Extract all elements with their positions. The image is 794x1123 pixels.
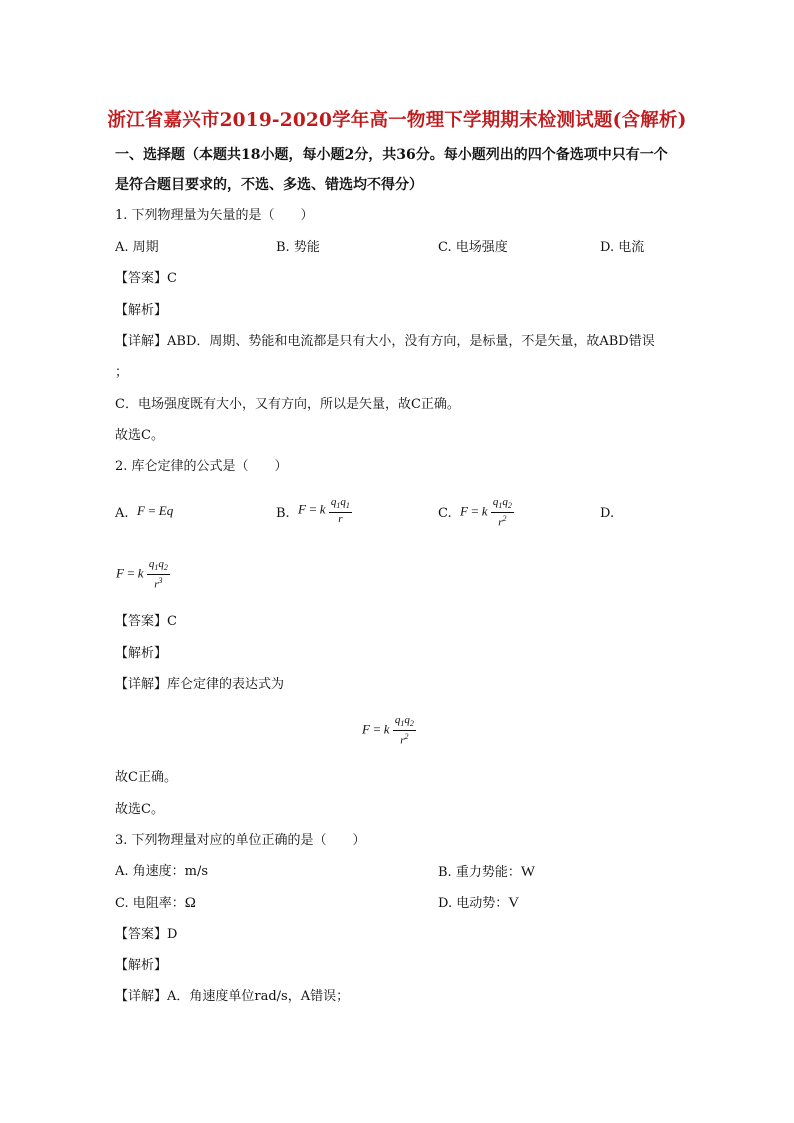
q2-answer: 【答案】C: [115, 614, 177, 629]
q2-option-c-label: C.: [438, 506, 452, 521]
section-heading-line1: 一、选择题（本题共18小题，每小题2分，共36分。每小题列出的四个备选项中只有一个: [115, 147, 668, 163]
q3-option-c: C. 电阻率：Ω: [115, 895, 196, 911]
q2-coulomb-formula: F = k $\frac{q_1q_2}{r^2}$: [362, 714, 414, 747]
q2-stem: 2. 库仑定律的公式是（ ）: [115, 459, 288, 474]
q2-correct: 故C正确。: [115, 770, 177, 785]
q1-detail-line2: C．电场强度既有大小，又有方向，所以是矢量，故C正确。: [115, 397, 460, 412]
q2-formula-b: F = k $\frac{q_1q_1}{r}$: [298, 496, 350, 526]
q1-analysis-label: 【解析】: [115, 303, 168, 318]
q2-formula-a: F = Eq: [137, 503, 174, 518]
q2-option-d-label: D.: [600, 506, 615, 521]
q3-option-d: D. 电动势：V: [438, 895, 520, 911]
q3-stem: 3. 下列物理量对应的单位正确的是（ ）: [115, 833, 366, 848]
q3-option-a: A. 角速度：m/s: [115, 864, 209, 879]
q2-analysis-label: 【解析】: [115, 646, 168, 661]
q3-detail: 【详解】A．角速度单位rad/s，A错误；: [115, 989, 350, 1004]
q2-detail: 【详解】库仑定律的表达式为: [115, 677, 285, 692]
section-heading-line2: 是符合题目要求的，不选、多选、错选均不得分）: [115, 177, 423, 193]
q3-answer: 【答案】D: [115, 927, 178, 942]
document-title: 浙江省嘉兴市2019-2020学年高一物理下学期期末检测试题(含解析): [107, 110, 687, 131]
q2-formula-c: F = k $\frac{q_1q_2}{r^2}$: [460, 496, 512, 529]
q2-option-b-label: B.: [276, 506, 290, 521]
q3-analysis-label: 【解析】: [115, 958, 168, 973]
q1-detail-line1: 【详解】ABD．周期、势能和电流都是只有大小，没有方向，是标量，不是矢量，故ABD错误: [115, 334, 655, 349]
q1-option-b: B. 势能: [276, 240, 320, 255]
q2-formula-d: F = k $\frac{q_1q_2}{r^3}$: [116, 558, 168, 591]
q2-conclusion: 故选C。: [115, 802, 164, 817]
q1-option-c: C. 电场强度: [438, 240, 508, 255]
q1-option-d: D. 电流: [600, 240, 645, 255]
q2-option-a-label: A.: [115, 506, 129, 521]
q1-detail-line1-cont: ；: [115, 365, 129, 380]
q1-option-a: A. 周期: [115, 240, 159, 255]
q1-stem: 1. 下列物理量为矢量的是（ ）: [115, 208, 314, 223]
q1-conclusion: 故选C。: [115, 428, 164, 443]
q3-option-b: B. 重力势能：W: [438, 864, 535, 880]
q1-answer: 【答案】C: [115, 271, 177, 286]
